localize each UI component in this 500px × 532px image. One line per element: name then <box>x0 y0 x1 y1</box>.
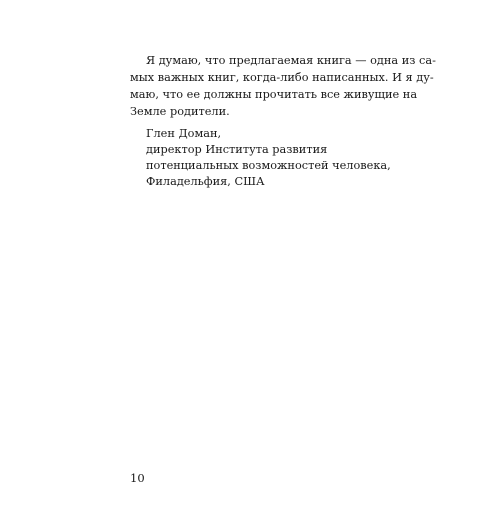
author-title-line: директор Института развития <box>146 143 328 156</box>
author-location: Филадельфия, США <box>146 175 265 188</box>
page-number: 10 <box>130 471 145 485</box>
quote-line: Я думаю, что предлагаемая книга — одна из са- <box>146 54 436 67</box>
quote-line: маю, что ее должны прочитать все живущие на <box>130 88 418 101</box>
quote-line: Земле родители. <box>130 105 230 118</box>
quote-line: мых важных книг, когда-либо написанных. И я ду- <box>130 71 434 84</box>
signature-block <box>146 126 391 190</box>
quote-paragraph <box>130 52 436 120</box>
author-title-line: потенциальных возможностей человека, <box>146 159 391 172</box>
author-name: Глен Доман, <box>146 127 222 140</box>
